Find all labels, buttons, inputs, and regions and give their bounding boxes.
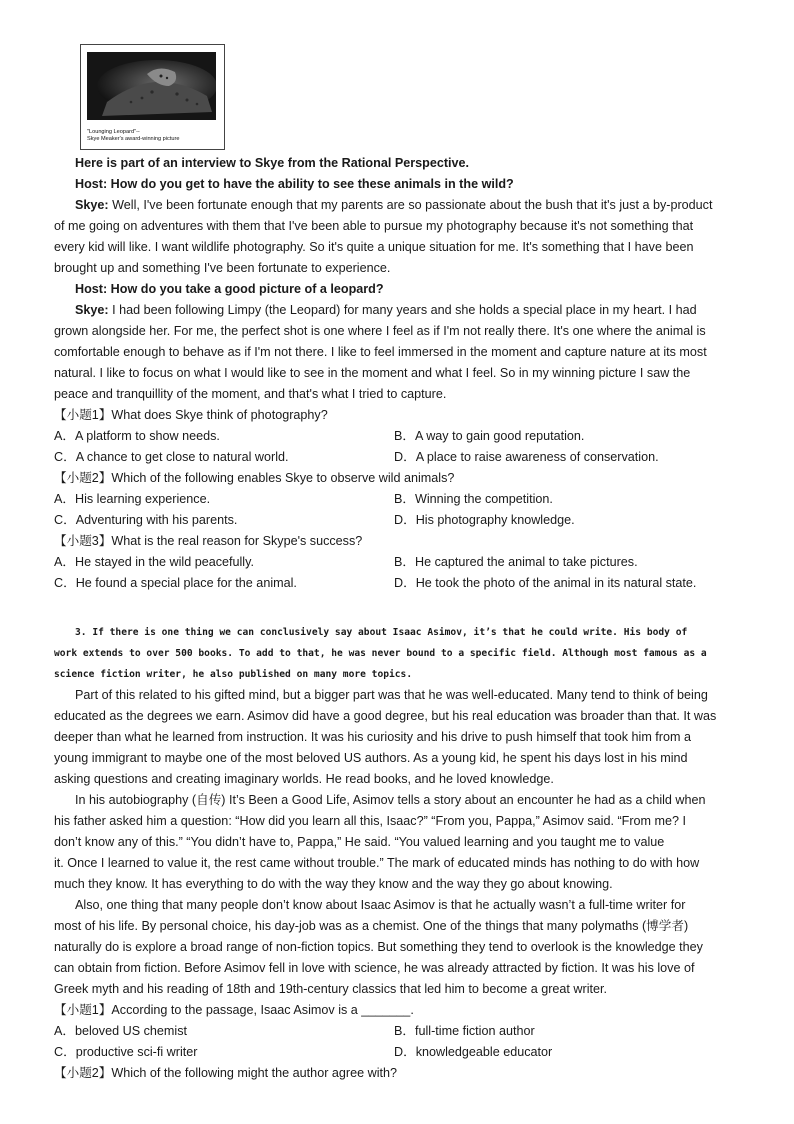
option-d: D．A place to raise awareness of conservation.: [394, 450, 659, 464]
option-c: C．Adventuring with his parents.: [54, 513, 238, 527]
question-stem: 【小题1】According to the passage, Isaac Asimov is a _______.: [54, 1003, 414, 1017]
option-c: C．He found a special place for the animal.: [54, 576, 297, 590]
question-stem: 【小题2】Which of the following might the author agree with?: [54, 1066, 397, 1080]
paragraph-2-line-3: deeper than what he learned from instruction. It was his curiosity and his drive to push himself that took him from a: [54, 730, 691, 744]
paragraph-3-line-3: don’t know any of this.” “You didn’t have to, Pappa,” He said. “You valued learning and you taught me to value: [54, 835, 665, 849]
paragraph-2-line-4: young immigrant to maybe one of the most beloved US authors. As a young kid, he spent his days lost in his mind: [54, 751, 688, 765]
paragraph-2-line-5: asking questions and creating imaginary worlds. He read books, and he loved knowledge.: [54, 772, 554, 786]
host-question-1: Host: How do you get to have the ability to see these animals in the wild?: [75, 177, 514, 191]
speaker-label: Skye:: [75, 303, 109, 317]
skye-answer-2-line-4: natural. I like to focus on what I would like to see in the moment and what I feel. So in my winning picture I saw the: [54, 366, 691, 380]
option-c: C．productive sci-fi writer: [54, 1045, 198, 1059]
paragraph-4-line-5: Greek myth and his reading of 18th and 19th-century classics that led him to become a great writer.: [54, 982, 608, 996]
caption-title: "Lounging Leopard"--: [87, 129, 140, 135]
leopard-figure: [80, 44, 225, 150]
option-d: D．His photography knowledge.: [394, 513, 575, 527]
speaker-label: Skye:: [75, 198, 109, 212]
skye-answer-1-line-3: every kid will like. I want wildlife photography. So it's quite a unique situation for me. It's something that I have been: [54, 240, 694, 254]
paragraph-2-line-1: Part of this related to his gifted mind, but a bigger part was that he was well-educated. Many tend to think of being: [75, 688, 708, 702]
passage-3-line-1: 3. If there is one thing we can conclusively say about Isaac Asimov, it’s that he could write. His body of: [75, 627, 688, 638]
skye-answer-2-line-3: comfortable enough to behave as if I'm not there. I like to feel immersed in the moment and capture nature at its most: [54, 345, 707, 359]
paragraph-4-line-2: most of his life. By personal choice, his day-job was as a chemist. One of the things that many polymaths (博学者): [54, 919, 689, 933]
option-a: A．A platform to show needs.: [54, 429, 220, 443]
skye-answer-1-line-2: of me going on adventures with them that I've been able to pursue my photography because it's not something that: [54, 219, 694, 233]
figure-caption: [87, 129, 221, 143]
option-a: A．His learning experience.: [54, 492, 211, 506]
option-b: B．A way to gain good reputation.: [394, 429, 585, 443]
skye-answer-2-line-1: [75, 300, 697, 320]
option-c: C．A chance to get close to natural world.: [54, 450, 289, 464]
skye-answer-2-line-5: peace and tranquillity of the moment, and that's what I tried to capture.: [54, 387, 447, 401]
skye-answer-1-line-4: brought up and something I've been fortunate to experience.: [54, 261, 391, 275]
host-question-2: Host: How do you take a good picture of a leopard?: [75, 282, 384, 296]
answer-text: I had been following Limpy (the Leopard) for many years and she holds a special place in my heart. I had: [108, 303, 697, 317]
option-a: A．He stayed in the wild peacefully.: [54, 555, 254, 569]
paragraph-3-line-4: it. Once I learned to value it, the rest came without trouble.” The mark of educated minds has nothing to do with how: [54, 856, 700, 870]
option-d: D．He took the photo of the animal in its natural state.: [394, 576, 697, 590]
skye-answer-2-line-2: grown alongside her. For me, the perfect shot is one where I feel as if I'm not really there. It's one where the animal is: [54, 324, 706, 338]
interview-intro: Here is part of an interview to Skye from the Rational Perspective.: [75, 156, 470, 170]
paragraph-4-line-3: naturally do is explore a broad range of non-fiction topics. But something they tend to overlook is the knowledge they: [54, 940, 703, 954]
passage-3-line-2: work extends to over 500 books. To add to that, he was never bound to a specific field. Although most famous as a: [54, 648, 707, 659]
question-stem: 【小题3】What is the real reason for Skype's success?: [54, 534, 363, 548]
paragraph-4-line-4: can obtain from fiction. Before Asimov fell in love with science, he was already attracted by fiction. It was his love of: [54, 961, 695, 975]
passage-3-line-3: science fiction writer, he also published on many more topics.: [54, 669, 413, 680]
paragraph-3-line-1: In his autobiography (自传) It’s Been a Good Life, Asimov tells a story about an encounter he had as a child when: [75, 793, 706, 807]
paragraph-4-line-1: Also, one thing that many people don’t know about Isaac Asimov is that he actually wasn’t a full-time writer for: [75, 898, 686, 912]
answer-text: Well, I've been fortunate enough that my parents are so passionate about the bush that it's just a by-product: [108, 198, 713, 212]
option-a: A．beloved US chemist: [54, 1024, 187, 1038]
leopard-photo: [87, 52, 216, 120]
option-d: D．knowledgeable educator: [394, 1045, 553, 1059]
paragraph-3-line-2: his father asked him a question: “How did you learn all this, Isaac?” “From you, Pappa,” Asimov said. “From me? I: [54, 814, 687, 828]
skye-answer-1-line-1: [75, 195, 712, 215]
question-stem: 【小题1】What does Skye think of photography?: [54, 408, 328, 422]
option-b: B．full-time fiction author: [394, 1024, 535, 1038]
question-stem: 【小题2】Which of the following enables Skye to observe wild animals?: [54, 471, 455, 485]
caption-credit: Skye Meaker's award-winning picture: [87, 136, 180, 142]
option-b: B．Winning the competition.: [394, 492, 553, 506]
option-b: B．He captured the animal to take pictures.: [394, 555, 638, 569]
paragraph-3-line-5: much they know. It has everything to do with the way they know and the way they go about knowing.: [54, 877, 613, 891]
paragraph-2-line-2: educated as the degrees we earn. Asimov did have a good degree, but his real education was broader than that. It was: [54, 709, 717, 723]
